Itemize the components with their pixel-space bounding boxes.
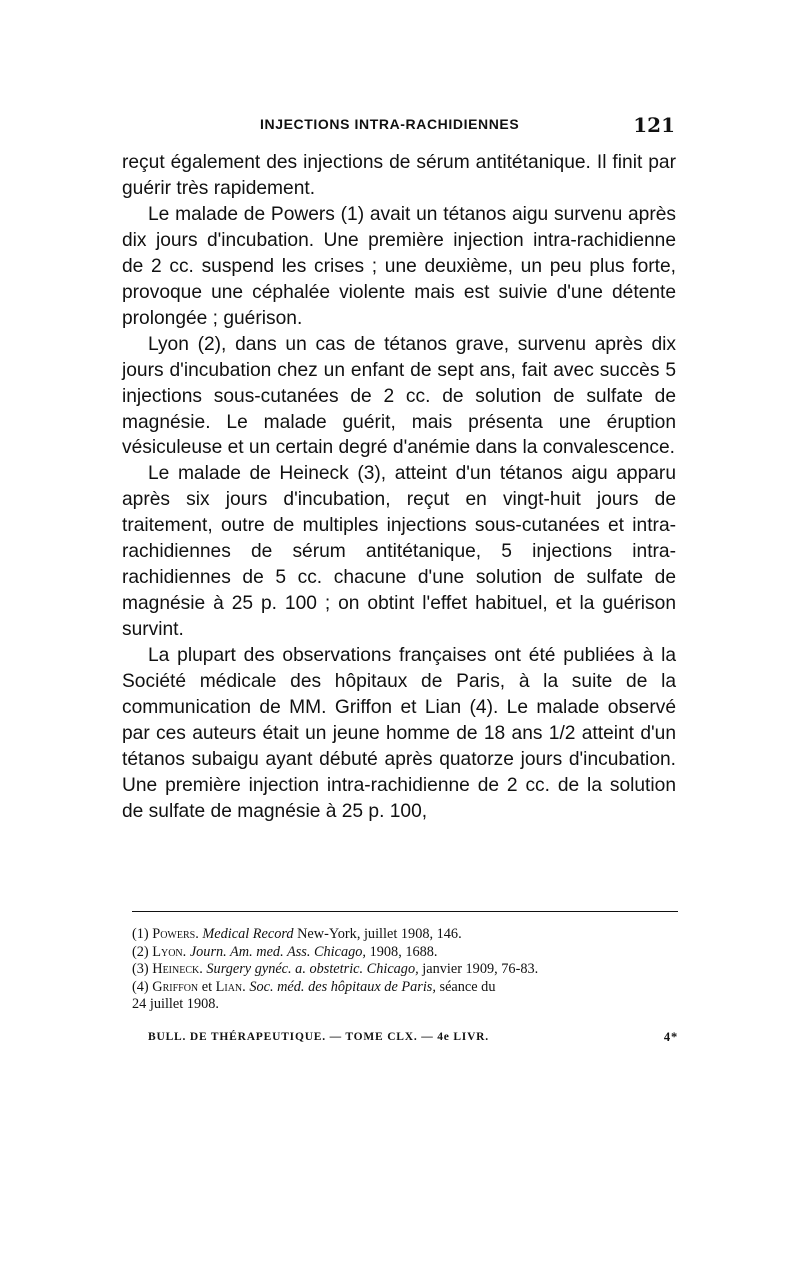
footnotes xyxy=(132,926,680,1014)
footnote-4 xyxy=(132,979,680,997)
footnote-number: (1) xyxy=(132,926,149,942)
footnote-author-2: Lian. xyxy=(215,978,246,995)
footnote-details: séance du xyxy=(439,978,496,995)
paragraph-griffon-lian: La plupart des observations françaises ont été publiées à la Société médicale des hôpitaux de Paris, à la suite de la communication de MM. Griffon et Lian (4). Le malade observé par ces auteurs était un jeune homme de 18 ans 1/2 atteint d'un tétanos subaigu ayant débuté après quatorze jours d'incubation. Une première injection intra-rachidienne de 2 cc. de la solution de sulfate de magnésie à 25 p. 100, xyxy=(122,645,676,822)
footnote-source: Surgery gynéc. a. obstetric. Chicago, xyxy=(206,961,419,978)
footnote-4-continuation: 24 juillet 1908. xyxy=(132,996,219,1013)
footnote-source: Medical Record xyxy=(202,926,294,942)
footnote-source: Soc. méd. des hôpitaux de Paris, xyxy=(249,978,436,995)
footnote-number: (4) xyxy=(132,978,149,995)
paragraph-heineck: Le malade de Heineck (3), atteint d'un tétanos aigu apparu après six jours d'incubation, reçut en vingt-huit jours de traitement, outre de multiples injections sous-cutanées et intra-rachidiennes de sérum antitétanique, 5 injections intra-rachidiennes de 5 cc. chacune d'une solution de sulfate de magnésie à 25 p. 100 ; on obtint l'effet habituel, et la guérison survint. xyxy=(122,463,676,641)
signature-mark: 4* xyxy=(663,1030,678,1044)
page-number: 121 xyxy=(633,113,675,137)
paragraph-powers: Le malade de Powers (1) avait un tétanos aigu survenu après dix jours d'incubation. Une première injection intra-rachidienne de 2 cc. suspend les crises ; une deuxième, un peu plus forte, provoque une céphalée violente mais est suivie d'une détente prolongée ; guérison. xyxy=(122,203,676,329)
body-text xyxy=(122,150,676,825)
footnote-details: 1908, 1688. xyxy=(369,943,438,960)
footnote-1 xyxy=(132,926,680,944)
footnote-details: janvier 1909, 76-83. xyxy=(422,961,539,978)
footnote-number: (2) xyxy=(132,943,149,960)
footnote-connector: et xyxy=(201,978,213,995)
paragraph-continuation: reçut également des injections de sérum antitétanique. Il finit par guérir très rapidement. xyxy=(122,152,676,199)
footnote-2 xyxy=(132,944,680,962)
footnote-divider xyxy=(132,911,678,912)
paragraph-lyon: Lyon (2), dans un cas de tétanos grave, survenu après dix jours d'incubation chez un enfant de sept ans, fait avec succès 5 injections sous-cutanées de 2 cc. de solution de sulfate de magnésie. Le malade guérit, mais présenta une éruption vésiculeuse et un certain degré d'anémie dans la convalescence. xyxy=(122,333,676,459)
footnote-author: Powers. xyxy=(152,926,199,942)
footnote-author: Griffon xyxy=(152,978,199,995)
footnote-author: Heineck. xyxy=(152,961,203,978)
footnote-number: (3) xyxy=(132,961,149,978)
footnote-source: Journ. Am. med. Ass. Chicago, xyxy=(189,943,367,960)
footnote-details: New-York, juillet 1908, 146. xyxy=(297,926,462,942)
footnote-author: Lyon. xyxy=(152,943,187,960)
printer-signature xyxy=(148,1031,678,1051)
running-title: INJECTIONS INTRA-RACHIDIENNES xyxy=(260,116,520,132)
footnote-3 xyxy=(132,961,680,979)
signature-text: BULL. DE THÉRAPEUTIQUE. — TOME CLX. — 4e LIVR. xyxy=(148,1031,489,1043)
running-header xyxy=(130,113,675,138)
